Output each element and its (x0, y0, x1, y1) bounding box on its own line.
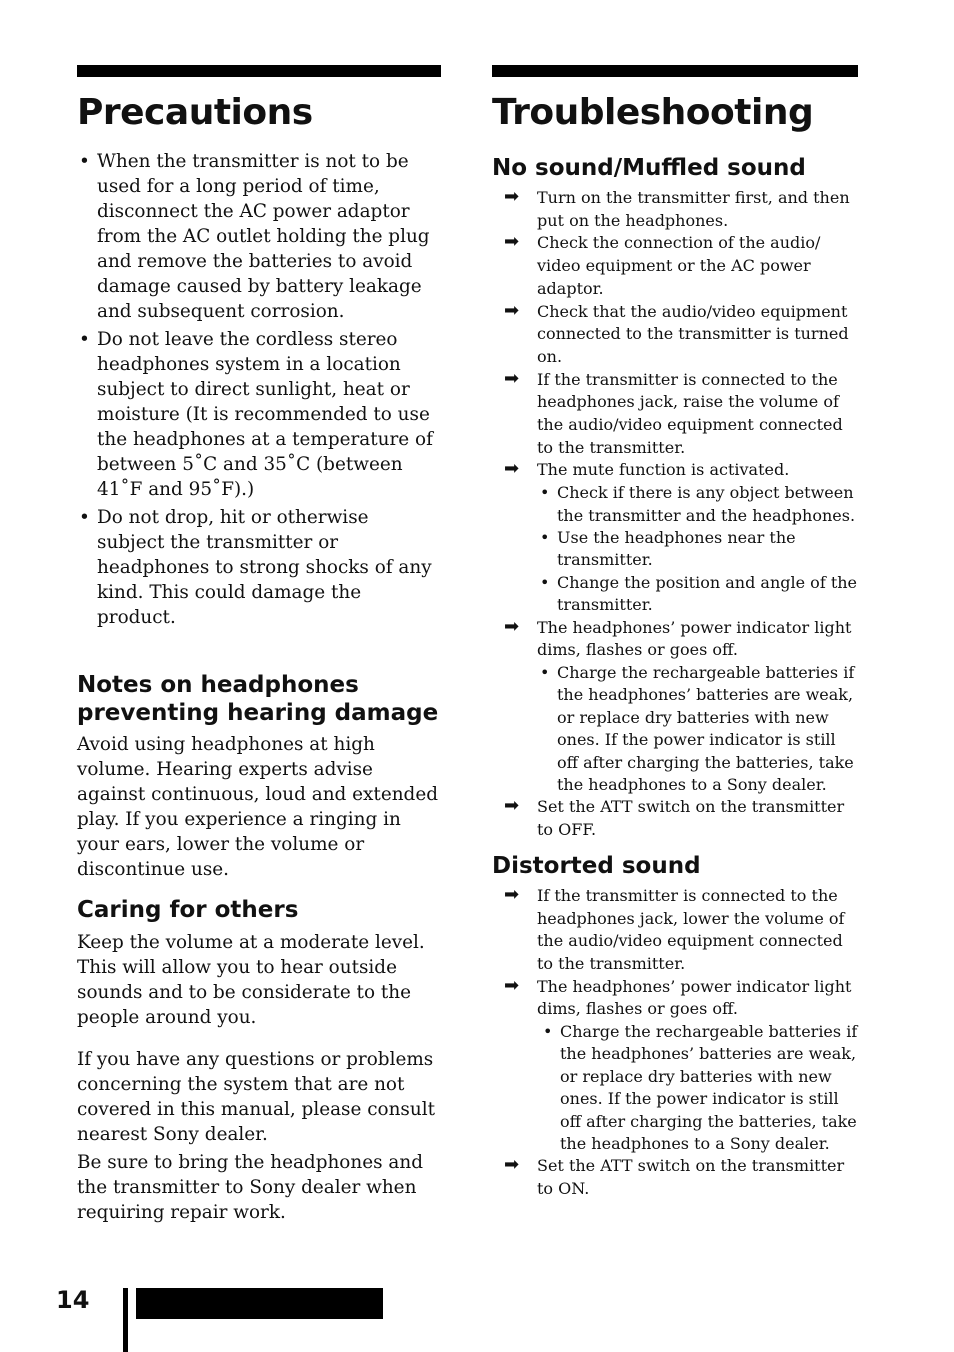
distorted-heading: Distorted sound (492, 852, 701, 879)
notes-heading: Notes on headphones preventing hearing damage (77, 672, 439, 726)
mute-sublist (537, 482, 858, 616)
questions-body: If you have any questions or problems concerning the system that are not covered in this manual, please consult nearest Sony dealer. (77, 1049, 435, 1145)
arrow-right-icon: ➡ (504, 186, 520, 207)
sub-list-item: • Change the position and angle of the transmitter. (537, 572, 858, 617)
caring-heading: Caring for others (77, 897, 299, 923)
troubleshooting-title: Troubleshooting (492, 92, 814, 133)
list-item: ➡ The headphones’ power indicator light dims, flashes or goes off. • Charge the rechargeable batteries if the headphones’ batteries are weak, or replace dry batteries with new ones. If the power indicator is still off after charging the batteries, take the headphones to a Sony dealer. (492, 976, 858, 1156)
list-item: ➡ Turn on the transmitter first, and then put on the headphones. (504, 186, 850, 230)
list-item: ➡ The mute function is activated. • Check if there is any object between the transmitter and the headphones. • Use the headphones near the transmitter. • Change the position and angle of the transmitter. (492, 459, 858, 616)
list-item: ➡ If the transmitter is connected to the headphones jack, raise the volume of the audio/video equipment connected to the transmitter. (504, 367, 843, 457)
sub-list-item: • Use the headphones near the transmitter. (537, 527, 858, 572)
section-rule (77, 65, 441, 77)
distorted-list (492, 885, 858, 1201)
arrow-right-icon: ➡ (504, 974, 520, 996)
arrow-right-icon: ➡ (504, 615, 520, 637)
page-number: 14 (56, 1286, 90, 1314)
precautions-list (77, 149, 441, 630)
left-column (77, 65, 441, 1225)
section-rule (492, 65, 858, 77)
list-item: • Do not drop, hit or otherwise subject the transmitter or headphones to strong shocks of any kind. This could damage the product. (77, 505, 441, 630)
right-column (492, 65, 858, 1201)
list-item: • Do not leave the cordless stereo headphones system in a location subject to direct sunlight, heat or moisture (It is recommended to use the headphones at a temperature of between 5˚C and 35˚C (between 41˚F and 95˚F).) (77, 327, 441, 502)
arrow-right-icon: ➡ (504, 458, 520, 480)
list-item: ➡ Set the ATT switch on the transmitter to ON. (504, 1154, 845, 1199)
arrow-right-icon: ➡ (504, 1154, 520, 1176)
power-sublist (537, 1021, 858, 1155)
sub-list-item: • Charge the rechargeable batteries if the headphones’ batteries are weak, or replace dry batteries with new ones. If the power indicator is still off after charging the batteries, take the headphones to a Sony dealer. (537, 662, 858, 796)
footer-vertical-bar (123, 1288, 128, 1352)
arrow-right-icon: ➡ (504, 299, 520, 321)
list-item: ➡ The headphones’ power indicator light dims, flashes or goes off. • Charge the rechargeable batteries if the headphones’ batteries are weak, or replace dry batteries with new ones. If the power indicator is still off after charging the batteries, take the headphones to a Sony dealer. (492, 617, 858, 797)
no-sound-heading: No sound/Muffled sound (492, 155, 806, 181)
list-item: ➡ Check the connection of the audio/ video equipment or the AC power adaptor. (504, 231, 821, 298)
arrow-right-icon: ➡ (504, 883, 520, 905)
arrow-right-icon: ➡ (504, 795, 520, 817)
list-item: ➡ If the transmitter is connected to the headphones jack, lower the volume of the audio/video equipment connected to the transmitter. (504, 883, 845, 973)
list-item: • When the transmitter is not to be used for a long period of time, disconnect the AC power adaptor from the AC outlet holding the plug and remove the batteries to avoid damage caused by battery leakage and subsequent corrosion. (77, 149, 441, 324)
repair-body: Be sure to bring the headphones and the transmitter to Sony dealer when requiring repair work. (77, 1152, 423, 1223)
sub-list-item: • Check if there is any object between the transmitter and the headphones. (537, 482, 858, 527)
precautions-title: Precautions (77, 92, 313, 133)
footer-tab-bar (136, 1288, 383, 1319)
list-item: ➡ Check that the audio/video equipment connected to the transmitter is turned on. (504, 299, 849, 366)
list-item: ➡ Set the ATT switch on the transmitter to OFF. (504, 795, 845, 840)
power-sublist (537, 662, 858, 796)
caring-body: Keep the volume at a moderate level. This will allow you to hear outside sounds and to be considerate to the people around you. (77, 932, 425, 1028)
sub-list-item: • Charge the rechargeable batteries if the headphones’ batteries are weak, or replace dry batteries with new ones. If the power indicator is still off after charging the batteries, take the headphones to a Sony dealer. (540, 1021, 858, 1155)
no-sound-list (492, 187, 858, 842)
arrow-right-icon: ➡ (504, 367, 520, 389)
notes-body: Avoid using headphones at high volume. Hearing experts advise against continuous, loud and extended play. If you experience a ringing in your ears, lower the volume or discontinue use. (77, 734, 438, 880)
arrow-right-icon: ➡ (504, 231, 520, 253)
